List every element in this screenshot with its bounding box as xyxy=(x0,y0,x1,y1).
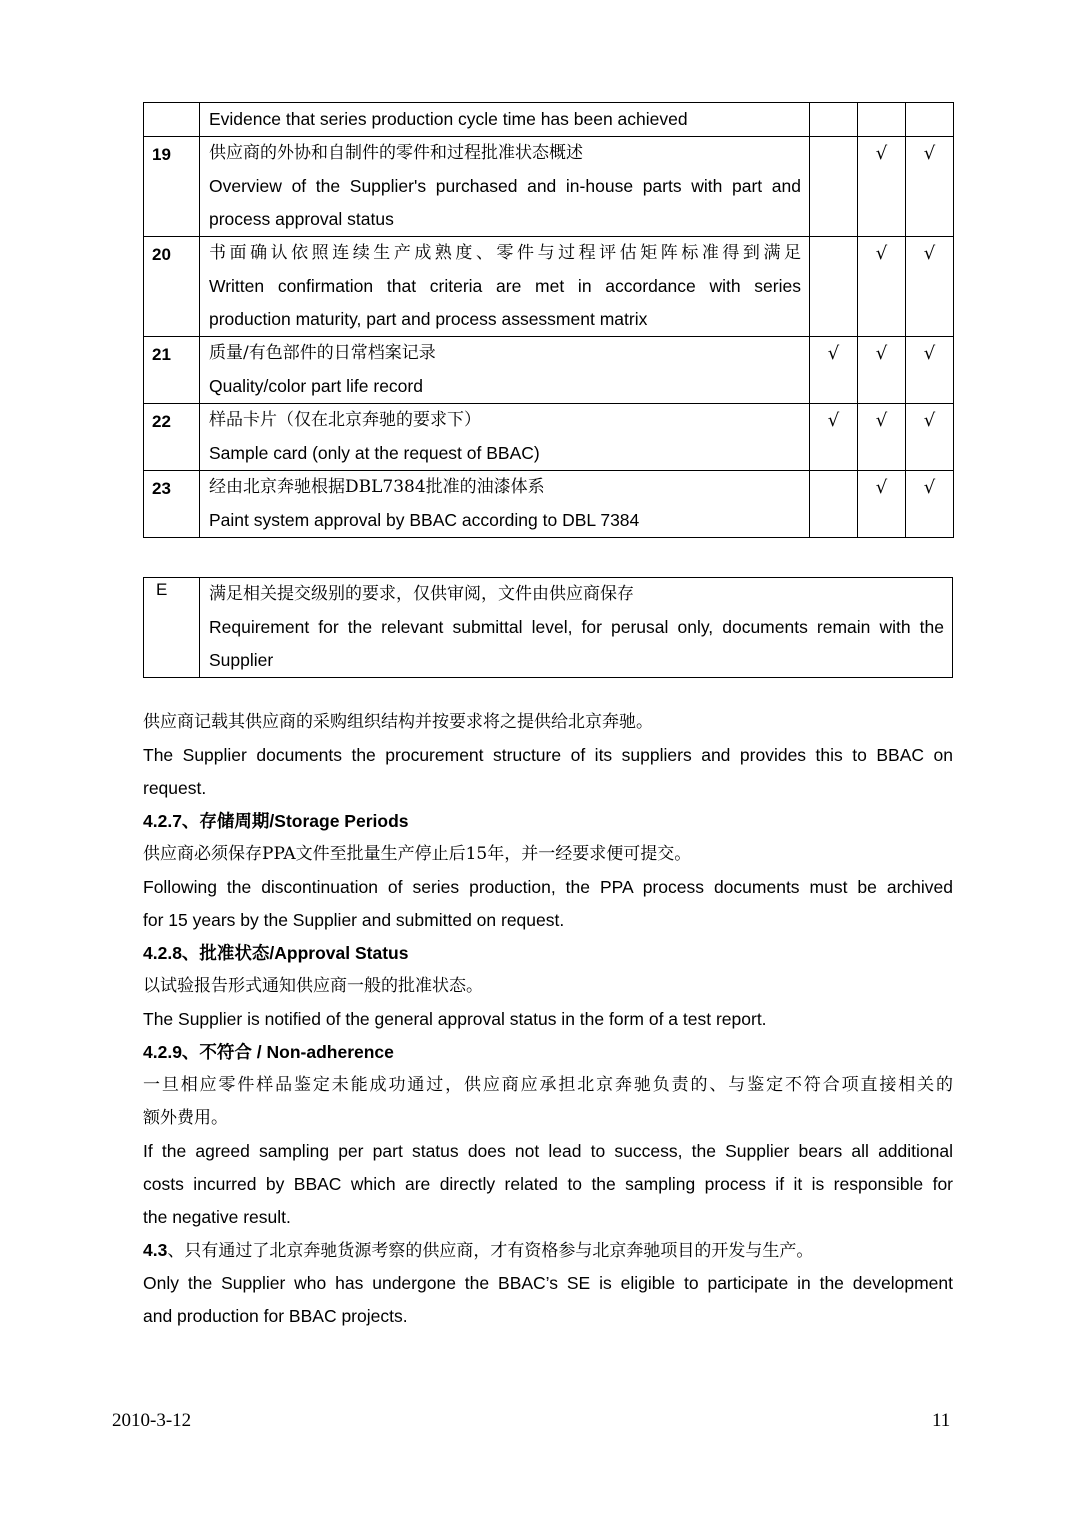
row-english-text: Overview of the Supplier's purchased and in-house parts with part and xyxy=(209,176,801,196)
paragraph-english: and production for BBAC projects. xyxy=(143,1306,408,1326)
row-english-text: process approval status xyxy=(209,209,394,229)
section-heading-text: 、只有通过了北京奔驰货源考察的供应商，才有资格参与北京奔驰项目的开发与生产。 xyxy=(167,1241,814,1261)
row-chinese-text: 供应商的外协和自制件的零件和过程批准状态概述 xyxy=(209,143,583,163)
check-mark xyxy=(858,103,906,137)
row-chinese-text: 质量/有色部件的日常档案记录 xyxy=(209,343,436,363)
table-row xyxy=(144,137,954,237)
paragraph-english: request. xyxy=(143,778,207,798)
check-mark: √ xyxy=(858,237,906,337)
row-english-text: production maturity, part and process assessment matrix xyxy=(209,309,648,329)
paragraph-english: for 15 years by the Supplier and submitted on request. xyxy=(143,910,565,930)
row-number: 21 xyxy=(144,337,200,404)
check-mark xyxy=(810,103,858,137)
section-heading-4-2-9: 4.2.9、不符合 / Non-adherence xyxy=(143,1042,394,1062)
section-heading-4-2-7: 4.2.7、存储周期/Storage Periods xyxy=(143,811,409,831)
paragraph-english: The Supplier documents the procurement structure of its suppliers and provides this to BBAC on xyxy=(143,745,953,765)
table-row xyxy=(144,471,954,538)
check-mark: √ xyxy=(906,237,954,337)
paragraph-english: Only the Supplier who has undergone the BBAC’s SE is eligible to participate in the development xyxy=(143,1273,953,1293)
row-english-text: Written confirmation that criteria are met in accordance with series xyxy=(209,276,801,296)
body-text xyxy=(143,706,953,1333)
check-mark xyxy=(906,103,954,137)
row-number: 22 xyxy=(144,404,200,471)
paragraph-chinese: 额外费用。 xyxy=(143,1108,228,1128)
row-number xyxy=(144,103,200,137)
table-row xyxy=(144,103,954,137)
footer-date: 2010-3-12 xyxy=(112,1410,192,1431)
check-mark: √ xyxy=(858,404,906,471)
check-mark xyxy=(810,471,858,538)
paragraph-english: costs incurred by BBAC which are directly related to the sampling process if it is responsible for xyxy=(143,1174,953,1194)
row-number: 23 xyxy=(144,471,200,538)
paragraph-english: Following the discontinuation of series production, the PPA process documents must be archived xyxy=(143,877,953,897)
table-row xyxy=(144,404,954,471)
row-english-text: Quality/color part life record xyxy=(209,376,423,396)
check-mark: √ xyxy=(858,337,906,404)
table-row xyxy=(144,337,954,404)
check-mark: √ xyxy=(906,404,954,471)
check-mark xyxy=(810,137,858,237)
paragraph-english: the negative result. xyxy=(143,1207,291,1227)
check-mark: √ xyxy=(906,137,954,237)
paragraph-chinese: 以试验报告形式通知供应商一般的批准状态。 xyxy=(143,976,483,996)
row-english-text: Evidence that series production cycle time has been achieved xyxy=(209,109,688,129)
legend-row xyxy=(144,578,953,678)
section-number: 4.3 xyxy=(143,1240,168,1260)
check-mark: √ xyxy=(906,337,954,404)
legend-english-text: Supplier xyxy=(209,650,274,670)
row-chinese-text: 书面确认依照连续生产成熟度、零件与过程评估矩阵标准得到满足 xyxy=(209,243,801,263)
paragraph-chinese: 供应商必须保存PPA文件至批量生产停止后15年，并一经要求便可提交。 xyxy=(143,844,692,864)
table-row xyxy=(144,237,954,337)
check-mark: √ xyxy=(810,404,858,471)
row-number: 20 xyxy=(144,237,200,337)
legend-table xyxy=(143,577,953,678)
row-english-text: Paint system approval by BBAC according to DBL 7384 xyxy=(209,510,640,530)
check-mark: √ xyxy=(906,471,954,538)
legend-chinese-text: 满足相关提交级别的要求，仅供审阅，文件由供应商保存 xyxy=(209,584,634,604)
requirements-table xyxy=(143,102,954,538)
section-heading-4-2-8: 4.2.8、批准状态/Approval Status xyxy=(143,943,409,963)
paragraph-chinese: 供应商记载其供应商的采购组织结构并按要求将之提供给北京奔驰。 xyxy=(143,712,653,732)
row-number: 19 xyxy=(144,137,200,237)
footer-page-number: 11 xyxy=(932,1410,951,1431)
check-mark: √ xyxy=(858,471,906,538)
row-english-text: Sample card (only at the request of BBAC) xyxy=(209,443,540,463)
check-mark: √ xyxy=(858,137,906,237)
check-mark xyxy=(810,237,858,337)
legend-english-text: Requirement for the relevant submittal level, for perusal only, documents remain with the xyxy=(209,617,944,637)
check-mark: √ xyxy=(810,337,858,404)
section-heading-4-3 xyxy=(143,1234,953,1267)
legend-code: E xyxy=(144,578,200,678)
row-chinese-text: 经由北京奔驰根据DBL7384批准的油漆体系 xyxy=(209,477,545,497)
row-chinese-text: 样品卡片（仅在北京奔驰的要求下） xyxy=(209,410,481,430)
paragraph-chinese: 一旦相应零件样品鉴定未能成功通过，供应商应承担北京奔驰负责的、与鉴定不符合项直接相关的 xyxy=(143,1075,953,1095)
paragraph-english: If the agreed sampling per part status does not lead to success, the Supplier bears all additional xyxy=(143,1141,953,1161)
paragraph-english: The Supplier is notified of the general approval status in the form of a test report. xyxy=(143,1009,767,1029)
